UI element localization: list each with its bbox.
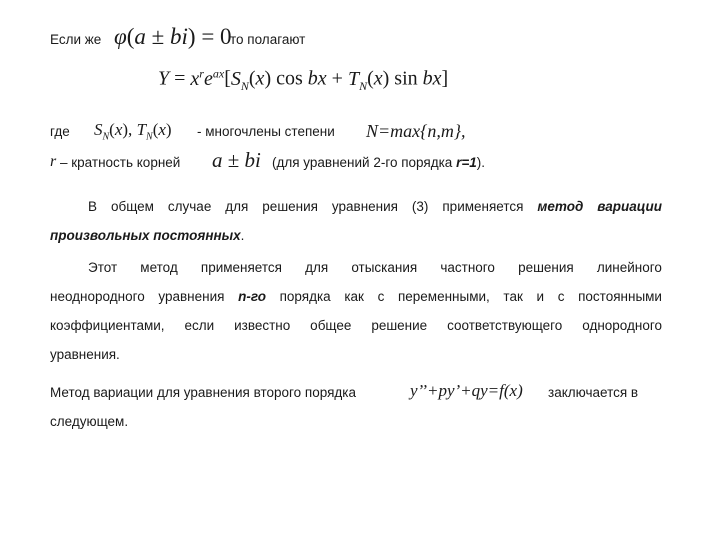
polynomials-formula: $S_N(x)$, $T_N(x)$ <box>94 120 172 143</box>
arbitrary-constants-term: произвольных постоянных <box>50 228 241 243</box>
second-order-equation: y’’+py’+qy=f(x) <box>410 381 523 400</box>
paragraph-method-line4: уравнения. <box>50 347 120 362</box>
characteristic-formula: φ(a ± bi) = 0 <box>114 24 232 49</box>
particular-solution-formula: $Y = x^re^{ax}[S_N(x)$ cos bx + $T_N(x)$ sin bx] <box>158 66 449 93</box>
paragraph-method-line1: Этот метод применяется для отыскания частного решения линейного <box>88 260 662 275</box>
polynomials-description: - многочлены степени <box>197 124 335 139</box>
r-symbol: r <box>50 153 57 170</box>
roots-formula: a ± bi <box>212 148 261 172</box>
following-text: следующем. <box>50 414 129 429</box>
n-order-term: n-го <box>238 289 266 304</box>
degree-formula: N=max{n,m}, <box>366 121 466 141</box>
second-order-method-text: Метод вариации для уравнения второго порядка <box>50 385 356 400</box>
paragraph-variation-intro-cont: произвольных постоянных. <box>50 228 245 243</box>
paragraph-variation-intro: В общем случае для решения уравнения (3) применяется метод вариации <box>88 199 662 214</box>
paragraph-method-line3: коэффициентами, если известно общее решение соответствующего однородного <box>50 318 662 333</box>
paragraph-method-line2: неоднородного уравнения n-го порядка как с переменными, так и с постоянными <box>50 289 662 304</box>
where-label: где <box>50 124 70 139</box>
consists-in-text: заключается в <box>548 385 639 400</box>
if-label: Если же <box>50 32 102 47</box>
r-equals-one: r=1 <box>456 155 477 170</box>
then-label: то полагают <box>230 32 306 47</box>
multiplicity-text: – кратность корней <box>60 155 181 170</box>
method-term: метод вариации <box>537 199 662 214</box>
second-order-note: (для уравнений 2-го порядка r=1). <box>272 155 485 170</box>
